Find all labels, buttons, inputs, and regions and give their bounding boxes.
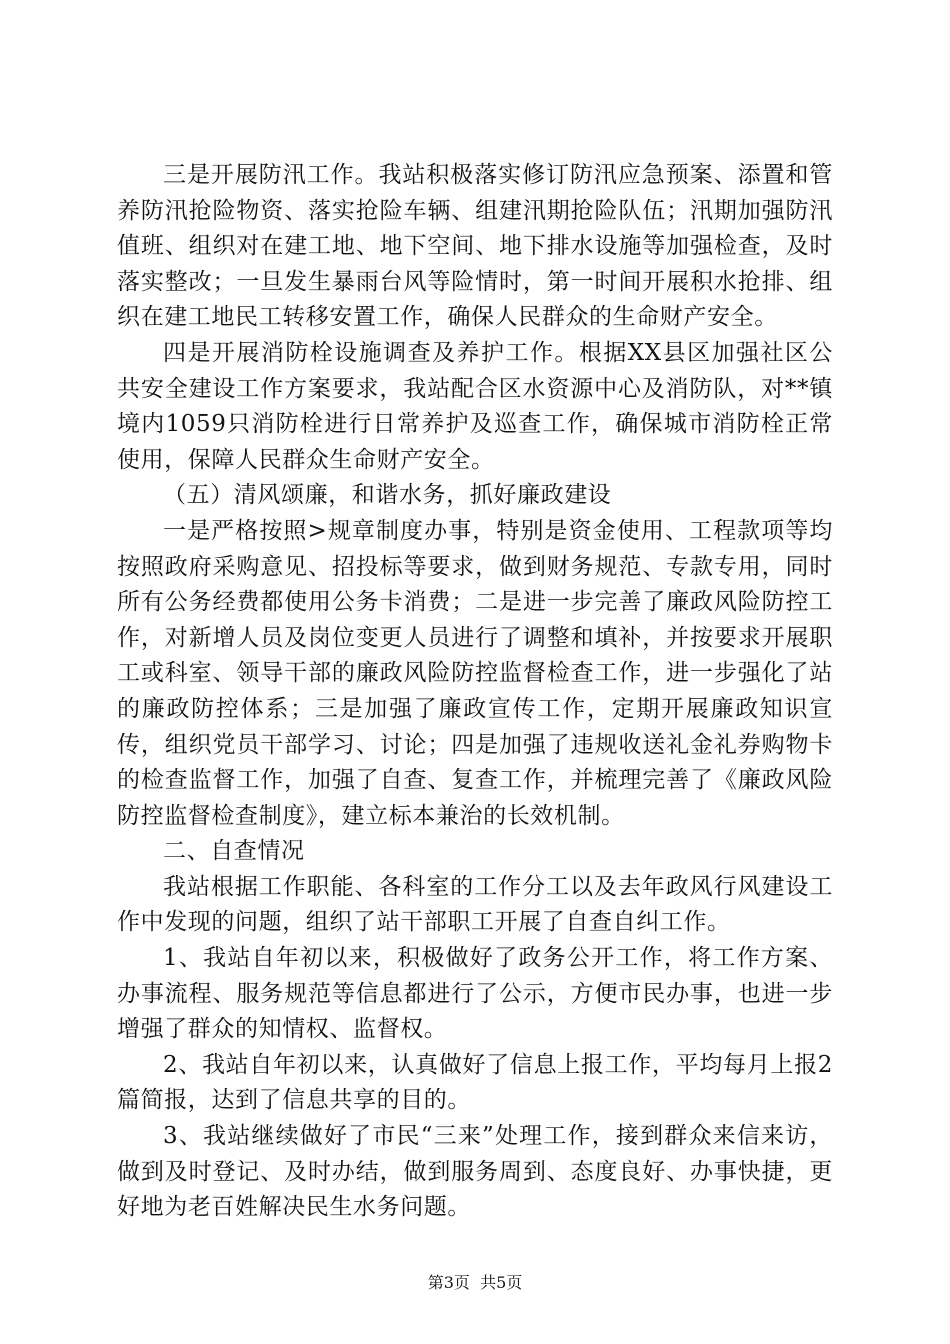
list-item-2: 2、我站自年初以来，认真做好了信息上报工作，平均每月上报2篇简报，达到了信息共享的目的。 xyxy=(117,1051,833,1114)
section-heading-self-check: 二、自查情况 xyxy=(163,838,305,865)
list-item-1: 1、我站自年初以来，积极做好了政务公开工作，将工作方案、办事流程、服务规范等信息都进行了公示，方便市民办事，也进一步增强了群众的知情权、监督权。 xyxy=(117,945,833,1043)
paragraph-flood-control: 三是开展防汛工作。我站积极落实修订防汛应急预案、添置和管养防汛抢险物资、落实抢险车辆、组建汛期抢险队伍；汛期加强防汛值班、组织对在建工地、地下空间、地下排水设施等加强检查，及时落实整改；一旦发生暴雨台风等险情时，第一时间开展积水抢排、组织在建工地民工转移安置工作，确保人民群众的生命财产安全。 xyxy=(117,162,833,331)
list-item-3: 3、我站继续做好了市民“三来”处理工作，接到群众来信来访，做到及时登记、及时办结，做到服务周到、态度良好、办事快捷，更好地为老百姓解决民生水务问题。 xyxy=(117,1123,833,1221)
document-body xyxy=(117,158,833,1226)
paragraph-self-check-intro: 我站根据工作职能、各科室的工作分工以及去年政风行风建设工作中发现的问题，组织了站干部职工开展了自查自纠工作。 xyxy=(117,873,833,936)
page-number-footer: 第3页 共5页 xyxy=(427,1273,523,1292)
section-heading-integrity: （五）清风颂廉，和谐水务，抓好廉政建设 xyxy=(163,482,612,509)
paragraph-integrity-measures: 一是严格按照>规章制度办事，特别是资金使用、工程款项等均按照政府采购意见、招投标等要求，做到财务规范、专款专用，同时所有公务经费都使用公务卡消费；二是进一步完善了廉政风险防控工作，对新增人员及岗位变更人员进行了调整和填补，并按要求开展职工或科室、领导干部的廉政风险防控监督检查工作，进一步强化了站的廉政防控体系；三是加强了廉政宣传工作，定期开展廉政知识宣传，组织党员干部学习、讨论；四是加强了违规收送礼金礼券购物卡的检查监督工作，加强了自查、复查工作，并梳理完善了《廉政风险防控监督检查制度》，建立标本兼治的长效机制。 xyxy=(117,517,833,829)
paragraph-fire-hydrant: 四是开展消防栓设施调查及养护工作。根据XX县区加强社区公共安全建设工作方案要求，我站配合区水资源中心及消防队，对**镇境内1059只消防栓进行日常养护及巡查工作，确保城市消防栓正常使用，保障人民群众生命财产安全。 xyxy=(117,339,833,473)
